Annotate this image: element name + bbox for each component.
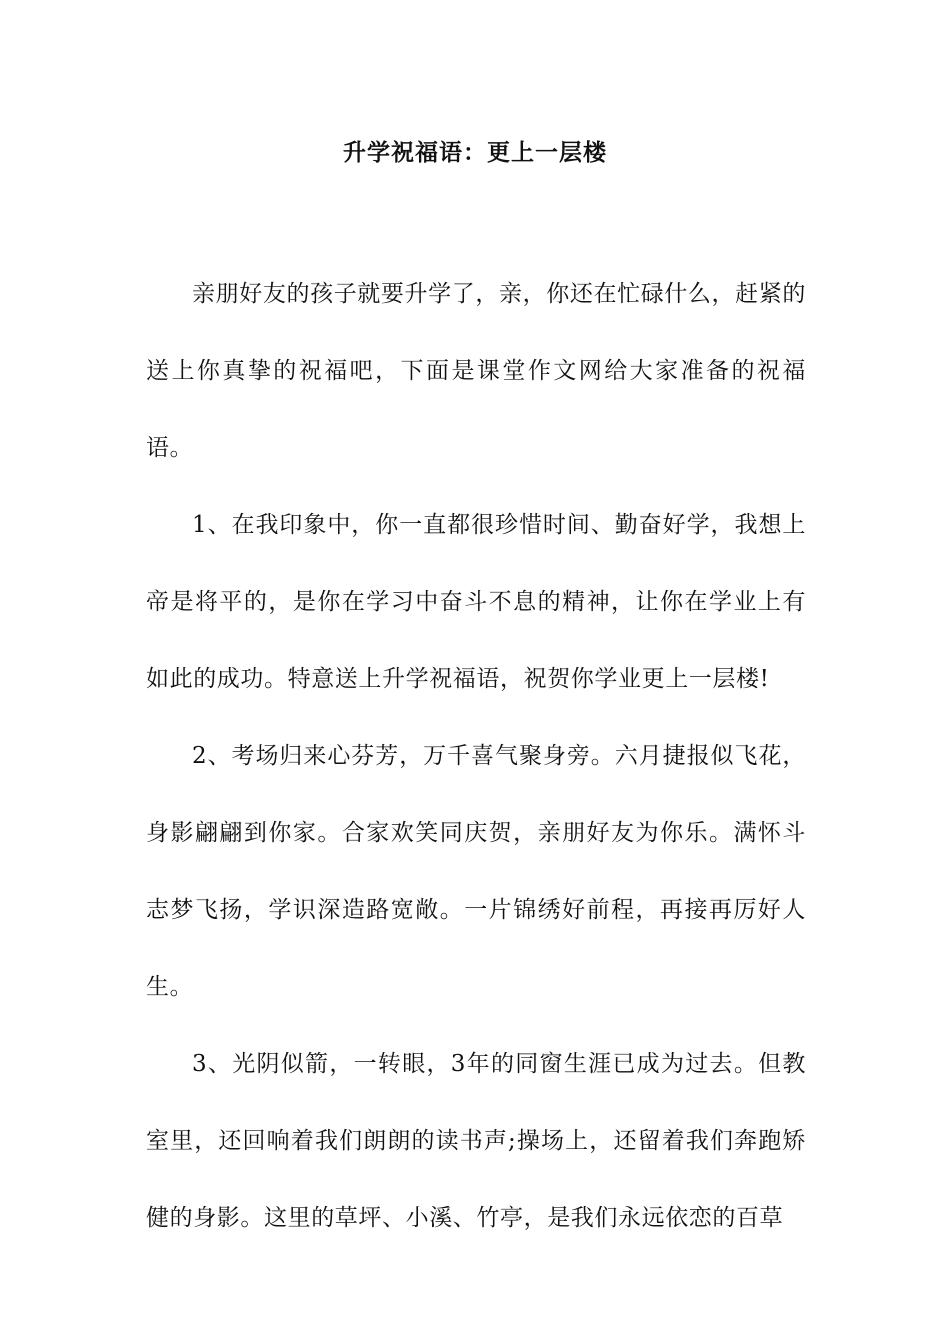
intro-paragraph: 亲朋好友的孩子就要升学了，亲，你还在忙碌什么，赶紧的送上你真挚的祝福吧，下面是课堂作文网给大家准备的祝福语。	[146, 281, 806, 461]
document-body	[146, 256, 806, 1257]
document-title: 升学祝福语：更上一层楼	[343, 140, 607, 166]
blessing-paragraph-3: 3、光阴似箭，一转眼，3年的同窗生涯已成为过去。但教室里，还回响着我们朗朗的读书声;操场上，还留着我们奔跑矫健的身影。这里的草坪、小溪、竹亭，是我们永远依恋的百草	[146, 1051, 806, 1231]
blessing-paragraph-2: 2、考场归来心芬芳，万千喜气聚身旁。六月捷报似飞花，身影翩翩到你家。合家欢笑同庆贺，亲朋好友为你乐。满怀斗志梦飞扬，学识深造路宽敞。一片锦绣好前程，再接再厉好人生。	[146, 743, 806, 1000]
blessing-paragraph-1: 1、在我印象中，你一直都很珍惜时间、勤奋好学，我想上帝是将平的，是你在学习中奋斗不息的精神，让你在学业上有如此的成功。特意送上升学祝福语，祝贺你学业更上一层楼!	[146, 512, 806, 692]
